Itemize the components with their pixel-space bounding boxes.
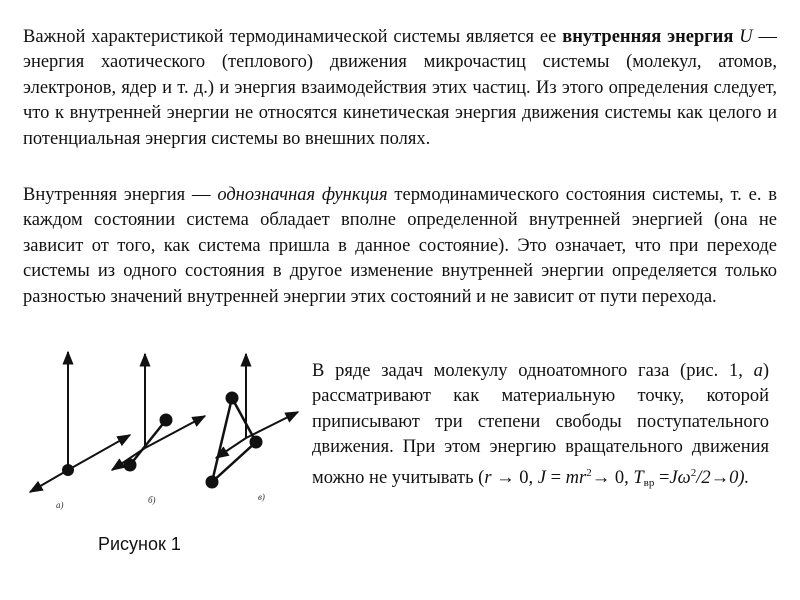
label-b: б) [148,495,156,505]
bond-b [130,420,166,465]
atom-c2 [206,476,219,489]
bonds-c [212,398,256,482]
atom-c1 [226,392,239,405]
label-c: в) [258,492,265,502]
axis-y-b [145,416,205,448]
term-state-function: однозначная функция [217,184,388,205]
term-internal-energy: внутренняя энергия [562,26,734,47]
atom-c3 [250,436,263,449]
paragraph-internal-energy-definition: Важной характеристикой термодинамической системы является ее внутренняя энергия U — энергия хаотического (теплового) движения микрочастиц системы (молекул, атомов, электронов, ядер и т. д.) и энергия взаимодействия этих частиц. Из этого определения следует, что к внутренней энергии не относятся кинетическая энергия движения системы как целого и потенциальная энергия системы во внешних полях. [23,26,778,149]
formula: (r → 0, $J = mr^2\to 0$, $T_{вр} =J\omega^2/2\to 0$). [478,466,750,489]
panel-c-triatomic [206,354,299,502]
paragraph-state-function: Внутренняя энергия — однозначная функция термодинамического состояния системы, т. е. в каждом состоянии система обладает вполне определенной внутренней энергией (она не зависит от того, как система пришла в данное состояние). Это означает, что при переходе системы из одного состояния в другое изменение внутренней энергии определяется только разностью значений внутренней энергии этих состояний и не зависит от пути перехода. [23,184,777,307]
atom-b2 [160,414,173,427]
panel-a-monatomic [30,352,130,510]
atom-b1 [124,459,137,472]
axis-x-a [30,470,68,492]
axis-y-c [246,412,298,438]
label-a: а) [56,500,64,510]
panel-b-diatomic [112,354,205,505]
paragraph-monatomic-gas: В ряде задач молекулу одноатомного газа (рис. 1, а) рассматривают как материальную точку, которой приписывают три степени свободы поступательного движения. При этом энергию вращательного движения можно не учитывать (r → 0, $J = mr^2\to 0$, $T_{вр} =J\omega^2/2\to 0$). [312,360,769,489]
figure-caption: Рисунок 1 [98,534,181,554]
symbol-u: U [739,26,753,47]
atom-a [62,464,74,476]
figure-molecule-models [20,340,310,525]
